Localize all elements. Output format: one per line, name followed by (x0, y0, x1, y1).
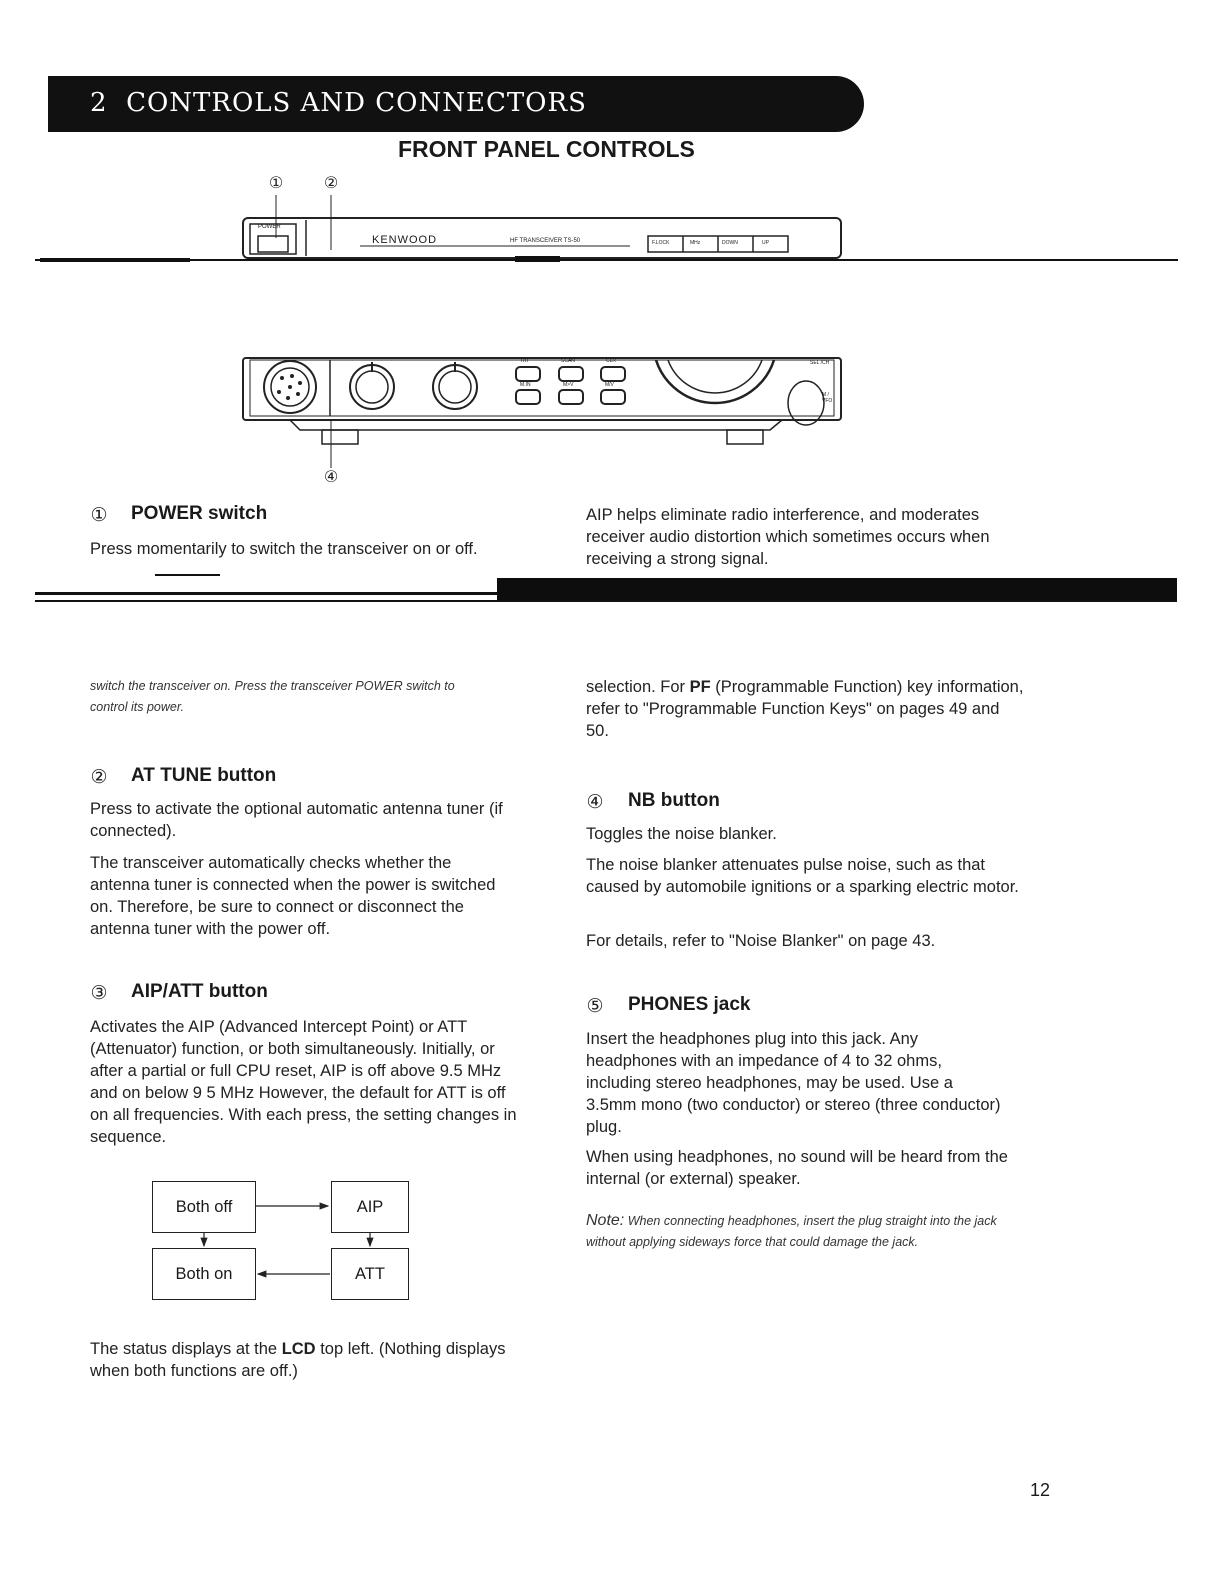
front-panel-diagram (0, 190, 1225, 490)
diagram-label-sel: SEL /CH (810, 360, 830, 366)
diagram-label-scan: SCAN (561, 358, 575, 364)
at-tune-heading: AT TUNE button (131, 765, 277, 786)
nb-p1: Toggles the noise blanker. (586, 825, 777, 843)
diagram-callout-4: ④ (323, 467, 339, 486)
page-number: 12 (1030, 1480, 1051, 1500)
phones-p2: When using headphones, no sound will be heard from the internal (or external) speaker. (586, 1148, 1008, 1188)
flow-box-both-on: Both on (152, 1248, 256, 1300)
at-tune-p2: The transceiver automatically checks whether the antenna tuner is connected when the power is switched on. Therefore, be sure to connect or disconnect the antenna tuner with the power off. (90, 854, 496, 938)
diagram-label-model: HF TRANSCEIVER TS-50 (510, 238, 581, 244)
phones-note-label: Note: (586, 1212, 625, 1229)
diagram-label-min: M.IN (520, 382, 531, 388)
power-number: ① (90, 504, 108, 526)
aip-att-p1: Activates the AIP (Advanced Intercept Point) or ATT (Attenuator) function, or both simultaneously. Initially, or after a partial or full CPU reset, AIP is off above 9.5 MHz and on below 9 5 MHz However, the default for ATT is off on all frequencies. With each press, the setting changes in sequence. (90, 1018, 517, 1146)
chapter-title (90, 88, 587, 118)
diagram-callout-1: ① (268, 173, 284, 192)
section-title: FRONT PANEL CONTROLS (398, 136, 695, 162)
phones-note-text: When connecting headphones, insert the plug straight into the jack without applying sideways force that could damage the jack. (586, 1214, 997, 1249)
diagram-label-rit: RIT (521, 358, 530, 364)
power-heading: POWER switch (131, 503, 268, 524)
phones-number: ⑤ (586, 995, 604, 1017)
pf-post: (Programmable Function) key information, refer to "Programmable Function Keys" on pages 49 and 50. (586, 678, 1024, 740)
aip-description: AIP helps eliminate radio interference, and moderates receiver audio distortion which sometimes occurs when receiving a strong signal. (586, 506, 990, 568)
black-bar-base (35, 600, 1177, 602)
diagram-label-power: POWER (258, 224, 281, 230)
diagram-callout-2: ② (323, 173, 339, 192)
phones-note (586, 1210, 1006, 1253)
chapter-number: 2 (90, 88, 108, 118)
power-note-line3: control its power. (90, 700, 185, 714)
flow-box-aip: AIP (331, 1181, 409, 1233)
flow-box-both-off: Both off (152, 1181, 256, 1233)
flow-arrows (150, 1178, 420, 1303)
nb-heading: NB button (628, 790, 720, 811)
diagram-label-up: UP (762, 240, 769, 246)
scan-mark (155, 574, 220, 576)
status-pre: The status displays at the (90, 1340, 282, 1358)
status-lcd: LCD (281, 1340, 316, 1358)
diagram-label-mvfo: M / VFO (822, 392, 833, 404)
aip-att-heading: AIP/ATT button (131, 981, 268, 1002)
nb-p2: The noise blanker attenuates pulse noise, such as that caused by automobile ignitions or a sparking electric motor. (586, 856, 1019, 896)
power-note (90, 676, 530, 718)
diagram-label-clr: CLR (606, 358, 617, 364)
diagram-label-brand: KENWOOD (372, 234, 438, 246)
diagram-label-down: DOWN (722, 240, 738, 246)
status-post: top left. (Nothing displays when both functions are off.) (90, 1340, 506, 1380)
phones-heading: PHONES jack (628, 994, 751, 1015)
diagram-label-flock: F.LOCK (652, 240, 670, 246)
scan-line (35, 592, 500, 595)
nb-p3: For details, refer to "Noise Blanker" on page 43. (586, 932, 936, 950)
diagram-label-mtov: M>V (563, 382, 574, 388)
nb-number: ④ (586, 791, 604, 813)
phones-p1: Insert the headphones plug into this jack. Any headphones with an impedance of 4 to 32 ohms, including stereo headphones, may be used. Use a 3.5mm mono (two conductor) or stereo (three conductor) plug. (586, 1030, 1001, 1136)
black-bar (497, 578, 1177, 600)
pf-bold: PF (689, 678, 711, 696)
diagram-label-mhz: MHz (690, 240, 701, 246)
flow-box-att: ATT (331, 1248, 409, 1300)
power-note-line2: switch the transceiver on. Press the transceiver POWER switch to (90, 679, 455, 693)
pf-paragraph (586, 676, 1026, 742)
aip-att-status (90, 1338, 530, 1382)
pf-pre: selection. For (586, 678, 690, 696)
power-text: Press momentarily to switch the transceiver on or off. (90, 540, 478, 558)
diagram-label-mv: M/V (605, 382, 614, 388)
chapter-title-text: CONTROLS AND CONNECTORS (126, 88, 587, 118)
aip-att-number: ③ (90, 982, 108, 1004)
at-tune-number: ② (90, 766, 108, 788)
at-tune-p1: Press to activate the optional automatic antenna tuner (if connected). (90, 800, 503, 840)
